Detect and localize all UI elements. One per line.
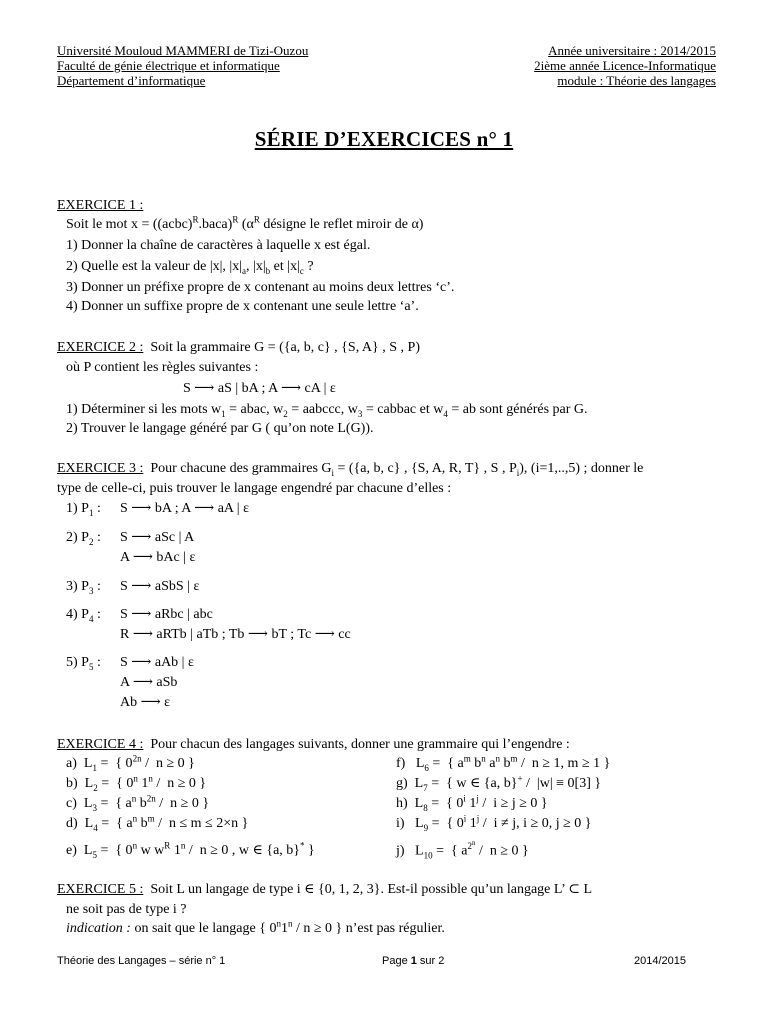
ex4-language-b: b) $L_2$ = { 0$^n$ 1$^n$ / n ≥ 0 } <box>66 773 207 793</box>
ex4-language-h: h) $L_8$ = { 0$^i$ 1$^j$ / i ≥ j ≥ 0 } <box>396 793 548 813</box>
ex3-p5-rule-1: S ⟶ aAb | ε <box>120 655 194 670</box>
header-university: Université Mouloud MAMMERI de Tizi-Ouzou <box>57 43 309 58</box>
exercise-3-label: EXERCICE 3 : <box>57 461 144 476</box>
ex3-p2-rule-2: A ⟶ bAc | ε <box>120 550 196 565</box>
header-level: 2ième année Licence-Informatique <box>534 58 716 73</box>
ex1-question-4: 4) Donner un suffixe propre de x contenant une seule lettre ‘a’. <box>66 299 419 314</box>
ex4-language-a: a) $L_1$ = { $0^{2n} / n \ge 0$ } <box>66 753 195 773</box>
header-year: Année universitaire : 2014/2015 <box>548 43 716 58</box>
header-module: module : Théorie des langages <box>557 73 716 88</box>
exercise-5-label: EXERCICE 5 : <box>57 882 144 897</box>
ex3-p1-label: 1) $P_1$ : <box>66 501 101 518</box>
ex1-statement: Soit le mot x = ((acbc)$^R$.baca)$^R$ ($\alpha^R$ désigne le reflet miroir de α) <box>66 214 424 232</box>
ex3-p2-label: 2) $P_2$ : <box>66 530 101 547</box>
page-title: SÉRIE D’EXERCICES n° 1 <box>254 127 514 151</box>
ex3-line-2: type de celle-ci, puis trouver le langage engendré par chacune d’elles : <box>57 481 452 496</box>
header-faculty: Faculté de génie électrique et informatique <box>57 58 280 73</box>
ex4-language-d: d) $L_4$ = { $a^n$ $b^m / n \le m \le 2\times n$ } <box>66 813 249 833</box>
ex1-question-1: 1) Donner la chaîne de caractères à laquelle x est égal. <box>66 238 371 253</box>
ex4-language-c: c) $L_3$ = { $a^n$ $b^{2n} / n \ge 0$ } <box>66 793 210 813</box>
ex3-p3-rules: S ⟶ aSbS | ε <box>120 579 200 594</box>
ex5-indication: indication : on sait que le langage { 0$^n$1$^n$ / n ≥ 0 } n’est pas régulier. <box>66 918 445 936</box>
ex3-heading: EXERCICE 3 : Pour chacune des grammaires $G_i = (\{a$, b, c} , {S, A, R, T} , S , $P_i$), (i=1,..,5) ; donner le <box>57 461 644 478</box>
ex4-heading: EXERCICE 4 : Pour chacun des langages suivants, donner une grammaire qui l’engendre : <box>57 737 570 752</box>
ex4-language-j: j) $L_{10}$ = { $a^{2^n} / n \ge 0$ } <box>396 839 529 861</box>
ex4-language-f: f) $L_6$ = { $a^m$ $b^n$ $a^n$ $b^m / n \ge 1$, m ≥ 1 } <box>396 753 611 773</box>
ex4-language-i: i) $L_9$ = { 0$^i$ 1$^j$ / i ≠ j, i ≥ 0, j ≥ 0 } <box>396 813 592 833</box>
ex3-p4-label: 4) $P_4$ : <box>66 607 101 624</box>
ex2-heading: EXERCICE 2 : Soit la grammaire G = ({a, b, c} , {S, A} , S , P) <box>57 340 420 355</box>
ex3-p4-rule-2: R ⟶ aRTb | aTb ; Tb ⟶ bT ; Tc ⟶ cc <box>120 627 351 642</box>
ex3-p5-rule-3: Ab ⟶ ε <box>120 695 171 710</box>
ex3-p5-label: 5) $P_5$ : <box>66 655 101 672</box>
ex3-p4-rule-1: S ⟶ aRbc | abc <box>120 607 213 622</box>
ex1-question-2: 2) Quelle est la valeur de |x|, $|x|_a$, $|x|_b$ et $|x|_c$ ? <box>66 259 314 276</box>
ex2-rules: S ⟶ aS | bA ; A ⟶ cA | ε <box>183 381 336 396</box>
ex4-language-g: g) $L_7$ = { w ∈ {a, b}+ / |w| ≡ 0[3] } <box>396 773 602 793</box>
exercise-4-label: EXERCICE 4 : <box>57 737 144 752</box>
exercise-1-label: EXERCICE 1 : <box>57 198 144 213</box>
ex2-question-1: 1) Déterminer si les mots $w_1$ = abac, $w_2$ = aabccc, $w_3$ = cabbac et $w_4$ = ab sont générés par G. <box>66 402 588 419</box>
ex2-question-2: 2) Trouver le langage généré par G ( qu’on note L(G)). <box>66 421 374 436</box>
ex3-p2-rule-1: S ⟶ aSc | A <box>120 530 195 545</box>
footer-page-number: Page 1 sur 2 <box>382 955 445 967</box>
ex5-heading: EXERCICE 5 : Soit L un langage de type i ∈ {0, 1, 2, 3}. Est-il possible qu’un langage L’ ⊂ L <box>57 882 593 897</box>
header-department: Département d’informatique <box>57 73 206 88</box>
ex3-p5-rule-2: A ⟶ aSb <box>120 675 178 690</box>
ex2-line-2: où P contient les règles suivantes : <box>66 360 259 375</box>
footer-course: Théorie des Langages – série n° 1 <box>57 955 226 967</box>
ex4-language-e: e) $L_5$ = { 0$^n$ w $w^R$ 1$^n$ / n ≥ 0 , w ∈ {a, b}* } <box>66 840 315 860</box>
exercise-2-label: EXERCICE 2 : <box>57 340 144 355</box>
footer-year: 2014/2015 <box>634 955 686 967</box>
ex3-p1-rules: S ⟶ bA ; A ⟶ aA | ε <box>120 501 249 516</box>
ex1-question-3: 3) Donner un préfixe propre de x contenant au moins deux lettres ‘c’. <box>66 280 455 295</box>
ex5-line-2: ne soit pas de type i ? <box>66 902 187 917</box>
ex3-p3-label: 3) $P_3$ : <box>66 579 101 596</box>
